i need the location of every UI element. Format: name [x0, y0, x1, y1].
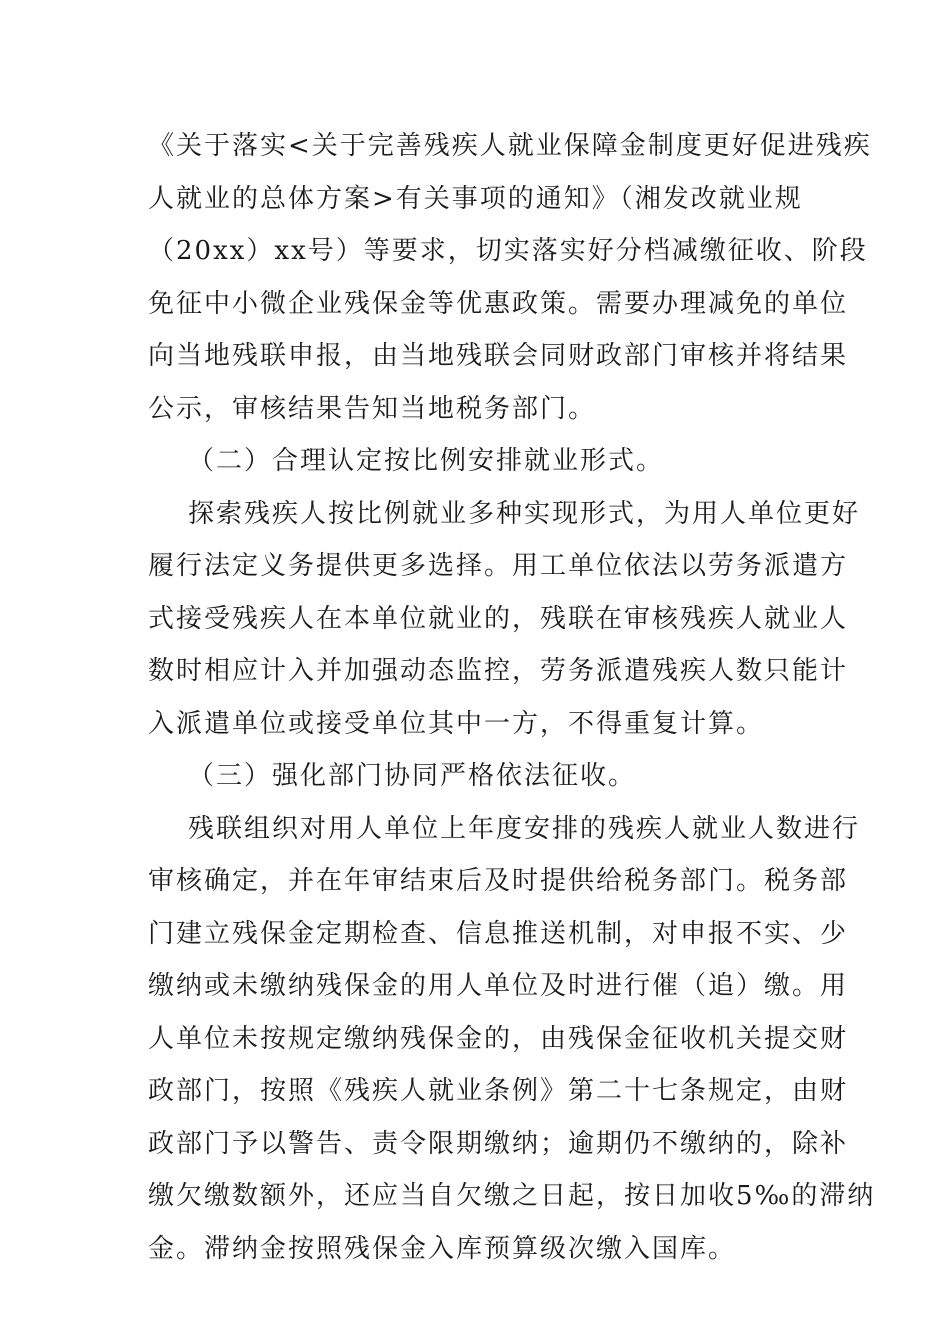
text-line: 门建立残保金定期检查、信息推送机制，对申报不实、少	[148, 918, 849, 949]
text-line: 免征中小微企业残保金等优惠政策。需要办理减免的单位	[148, 288, 849, 319]
text-line: 缴纳或未缴纳残保金的用人单位及时进行催（追）缴。用	[148, 971, 849, 1001]
text-line: 人单位未按规定缴纳残保金的，由残保金征收机关提交财	[148, 1023, 849, 1054]
document-body	[148, 120, 876, 1275]
section-heading-2: （二）合理认定按比例安排就业形式。	[188, 446, 665, 476]
section-heading-3: （三）强化部门协同严格依法征收。	[188, 761, 637, 791]
text-line: （20xx）xx号）等要求，切实落实好分档减缴征收、阶段	[148, 236, 868, 266]
text-line: 履行法定义务提供更多选择。用工单位依法以劳务派遣方	[148, 551, 849, 581]
text-line: 数时相应计入并加强动态监控，劳务派遣残疾人数只能计	[148, 656, 849, 686]
text-line: 入派遣单位或接受单位其中一方，不得重复计算。	[148, 708, 765, 739]
text-line: 金。滞纳金按照残保金入库预算级次缴入国库。	[148, 1233, 737, 1264]
text-line: 人就业的总体方案>有关事项的通知》（湘发改就业规	[148, 183, 803, 214]
text-line: 探索残疾人按比例就业多种实现形式，为用人单位更好	[188, 498, 861, 529]
text-line: 缴欠缴数额外，还应当自欠缴之日起，按日加收5‰的滞纳	[148, 1181, 876, 1211]
text-line: 政部门予以警告、责令限期缴纳；逾期仍不缴纳的，除补	[148, 1128, 849, 1159]
text-line: 残联组织对用人单位上年度安排的残疾人就业人数进行	[188, 813, 861, 844]
text-line: 式接受残疾人在本单位就业的，残联在审核残疾人就业人	[148, 603, 849, 634]
text-line: 政部门，按照《残疾人就业条例》第二十七条规定，由财	[148, 1076, 849, 1106]
text-line: 《关于落实<关于完善残疾人就业保障金制度更好促进残疾	[148, 131, 872, 161]
text-line: 审核确定，并在年审结束后及时提供给税务部门。税务部	[148, 866, 849, 896]
text-line: 公示，审核结果告知当地税务部门。	[148, 393, 597, 424]
text-line: 向当地残联申报，由当地残联会同财政部门审核并将结果	[148, 341, 849, 371]
